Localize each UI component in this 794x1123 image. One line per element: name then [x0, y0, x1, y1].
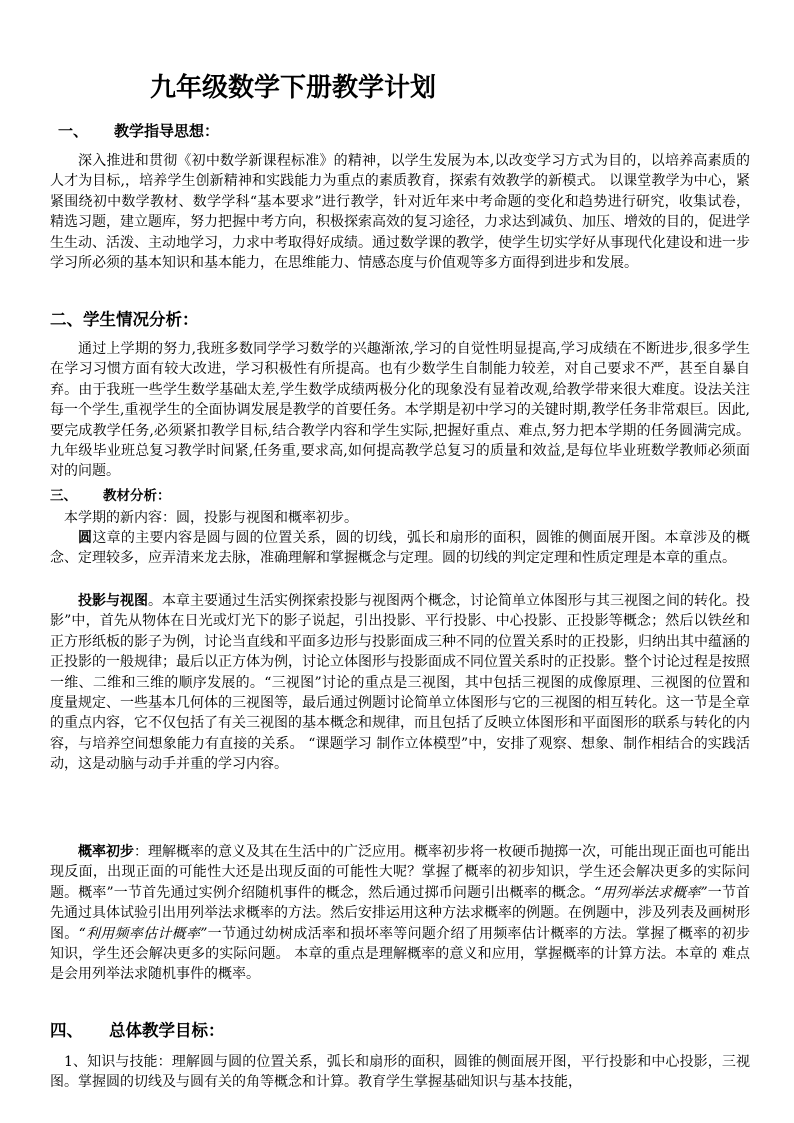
section-3-heading: [50, 486, 171, 506]
probability-term: 概率初步: [78, 844, 134, 860]
circle-paragraph: [50, 528, 750, 590]
probability-quote-1: “用列举法求概率”: [594, 884, 708, 901]
section-1-number: 一、: [58, 122, 89, 140]
section-1-heading: [58, 120, 219, 142]
section-3-intro: 本学期的新内容：圆，投影与视图和概率初步。: [64, 510, 358, 526]
section-2-paragraph: 通过上学期的努力,我班多数同学学习数学的兴趣渐浓,学习的自觉性明显提高,学习成绩在不断进步,很多学生在学习习惯方面有较大改进，学习积极性有所提高。也有少数学生自制能力较差，对自己要求不严，甚至自暴自弃。由于我班一些学生数学基础太差,学生数学成绩两极分化的现象没有显着改观,给教学带来很大难度。设法关注每一个学生,重视学生的全面协调发展是教学的首要任务。本学期是初中学习的关键时期,教学任务非常艰巨。因此,要完成教学任务,必须紧扣教学目标,结合教学内容和学生实际,把握好重点、难点,努力把本学期的任务圆满完成。九年级毕业班总复习教学时间紧,任务重,要求高,如何提高教学总复习的质量和效益,是每位毕业班数学教师必须面对的问题。: [50, 341, 750, 480]
circle-text: 这章的主要内容是圆与圆的位置关系，圆的切线，弧长和扇形的面积，圆锥的侧面展开图。本章涉及的概念、定理较多，应弄清来龙去脉，准确理解和掌握概念与定理。圆的切线的判定定理和性质定理是本章的重点。: [50, 530, 751, 567]
projection-paragraph: [50, 591, 750, 835]
document-title: 九年级数学下册教学计划: [150, 73, 437, 103]
section-4-number: 四、: [50, 1021, 83, 1040]
projection-term: 投影与视图: [78, 593, 148, 609]
section-4-heading: [50, 1019, 225, 1043]
section-4-title: 总体教学目标：: [109, 1021, 225, 1040]
probability-text-1: ：理解概率的意义及其在生活中的广泛应用。概率初步将一枚硬币抛掷一次，可能出现正面也可能出现反面，出现正面的可能性大还是出现反面的可能性大呢？掌握了概率的初步知识，学生还会解决更多的实际问题。概率”一节首先通过实例介绍随机事件的概念，然后通过掷币问题引出概率的概念。: [50, 844, 750, 901]
projection-text: 。本章主要通过生活实例探索投影与视图两个概念，讨论简单立体图形与其三视图之间的转化。投影”中，首先从物体在日光或灯光下的影子说起，引出投影、平行投影、中心投影、正投影等概念；然后以铁丝和正方形纸板的影子为例，讨论当直线和平面多边形与投影面成三种不同的位置关系时的正投影，归纳出其中蕴涵的正投影的一般规律；最后以正方体为例，讨论立体图形与投影面成不同位置关系时的正投影。整个讨论过程是按照一维、二维和三维的顺序发展的。“三视图”讨论的重点是三视图，其中包括三视图的成像原理、三视图的位置和度量规定、一些基本几何体的三视图等，最后通过例题讨论简单立体图形与它的三视图的相互转化。这一节是全章的重点内容，它不仅包括了有关三视图的基本概念和规律，而且包括了反映立体图形和平面图形的联系与转化的内容，与培养空间想象能力有直接的关系。 “课题学习 制作立体模型”中，安排了观察、想象、制作相结合的实践活动，这是动脑与动手并重的学习内容。: [50, 593, 750, 773]
section-1-title: 教学指导思想：: [114, 122, 220, 140]
section-4-paragraph: 1、知识与技能：理解圆与圆的位置关系，弧长和扇形的面积，圆锥的侧面展开图，平行投影和中心投影，三视图。掌握圆的切线及与圆有关的角等概念和计算。教育学生掌握基础知识与基本技能，: [50, 1054, 750, 1091]
section-3-title: 教材分析：: [103, 488, 171, 504]
section-1-paragraph: 深入推进和贯彻《初中数学新课程标准》的精神，以学生发展为本,以改变学习方式为目的，以培养高素质的人才为目标,，培养学生创新精神和实践能力为重点的素质教育，探索有效教学的新模式。 以课堂教学为中心，紧紧围绕初中数学教材、数学学科“基本要求”进行教学，针对近年来中考命题的变化和趋势进行研究，收集试卷，精选习题，建立题库，努力把握中考方向，积极探索高效的复习途径，力求达到减负、加压、增效的目的，促进学生生动、活泼、主动地学习，力求中考取得好成绩。通过数学课的教学，使学生切实学好从事现代化建设和进一步学习所必须的基本知识和基本能力，在思维能力、情感态度与价值观等多方面得到进步和发展。: [50, 153, 750, 272]
circle-term: 圆: [78, 530, 93, 546]
section-3-number: 三、: [50, 488, 77, 504]
probability-paragraph: [50, 842, 750, 1026]
probability-quote-2: “利用频率估计概率”: [78, 925, 208, 942]
section-2-heading: 二、学生情况分析：: [50, 310, 199, 329]
probability-text-2: 一节首先通过具体试验引出用列举法求概率的方法。然后安排运用这种方法求概率的例题。在例题中，涉及列表及画树形图。: [50, 884, 751, 942]
probability-text-3: 一节通过幼树成活率和损坏率等问题介绍了用频率估计概率的方法。掌握了概率的初步知识，学生还会解决更多的实际问题。 本章的重点是理解概率的意义和应用，掌握概率的计算方法。本章的 难点是会用列举法求随机事件的概率。: [50, 925, 750, 983]
